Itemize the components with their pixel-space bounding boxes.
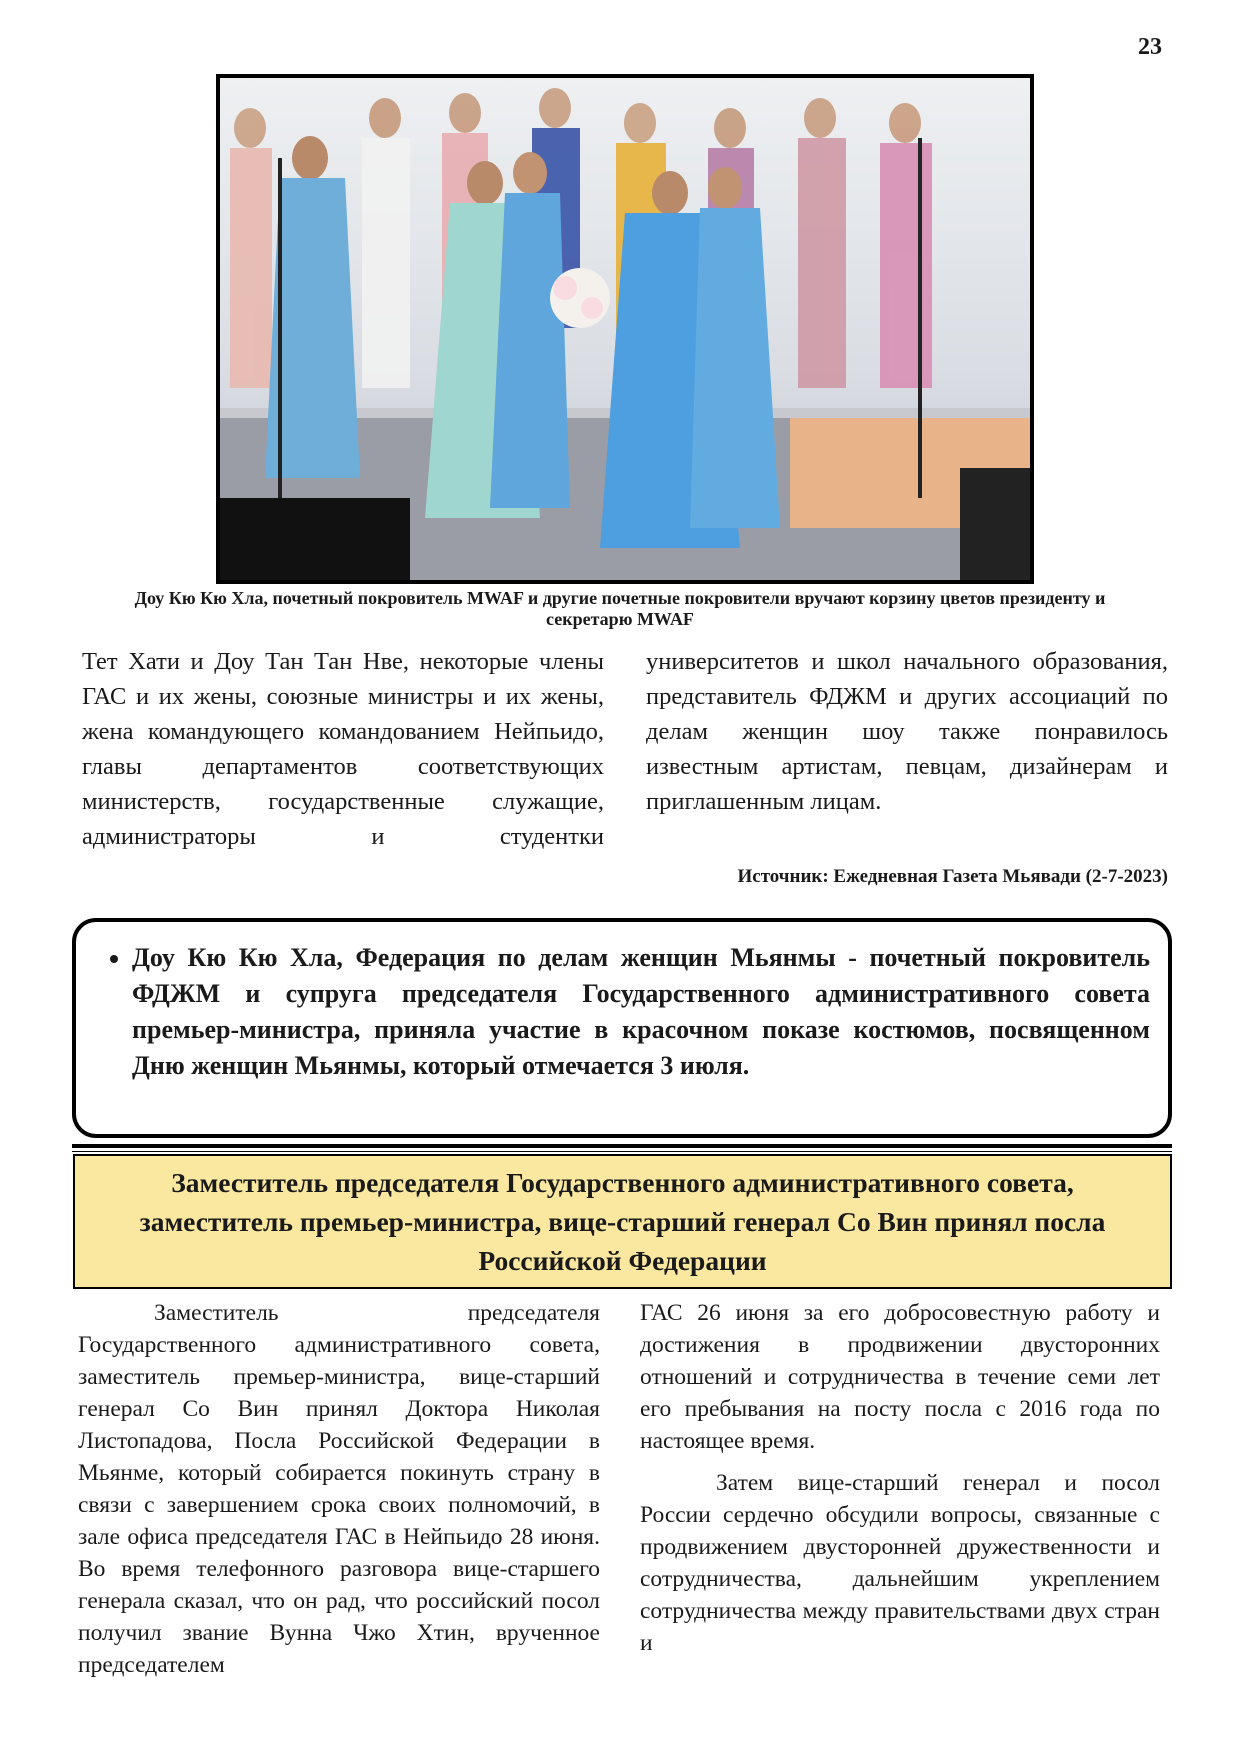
article2-column-left — [78, 1297, 600, 1681]
article1-column-left — [82, 644, 604, 854]
page-number: 23 — [1138, 34, 1162, 60]
article2-right-text-1: ГАС 26 июня за его добросовестную работу и достижения в продвижении двусторонних отношений и сотрудничества в течение семи лет его пребывания на посту посла с 2016 года по настоящее время. — [640, 1300, 1160, 1454]
article2-headline: Заместитель председателя Государственного административного совета, заместитель премьер-министра, вице-старший генерал Со Вин принял посла Российской Федерации — [73, 1154, 1172, 1289]
section-divider — [72, 1144, 1172, 1152]
highlight-box — [72, 918, 1172, 1138]
article2-left-text: Заместитель председателя Государственного административного совета, заместитель премьер-министра, вице-старший генерал Со Вин принял Доктора Николая Листопадова, Посла Российской Федерации в Мьянме, который собирается покинуть страну в связи с завершением срока своих полномочий, в зале офиса председателя ГАС в Нейпьидо 28 июня. Во время телефонного разговора вице-старшего генерала сказал, что он рад, что российский посол получил звание Вунна Чжо Хтин, врученное председателем — [78, 1300, 600, 1678]
article1-left-text: Тет Хати и Доу Тан Тан Нве, некоторые члены ГАС и их жены, союзные министры и их жены, жена командующего командованием Нейпьидо, главы департаментов соответствующих министерств, государственные служащие, администраторы и студентки — [82, 648, 604, 850]
article2-column-right — [640, 1297, 1160, 1659]
highlight-bullet: • Доу Кю Кю Хла, Федерация по делам женщин Мьянмы - почетный покровитель ФДЖМ и супруга председателя Государственного административного совета премьер-министра, приняла участие в красочном показе костюмов, посвященном Дню женщин Мьянмы, который отмечается 3 июля. — [132, 940, 1150, 1084]
photo-illustration — [220, 78, 1030, 580]
article1-source: Источник: Ежедневная Газета Мьявади (2-7-2023) — [737, 866, 1168, 887]
highlight-list — [76, 940, 1150, 1084]
event-photo — [216, 74, 1034, 584]
article1-column-right — [646, 644, 1168, 819]
photo-caption: Доу Кю Кю Хла, почетный покровитель MWAF и другие почетные покровители вручают корзину цветов президенту и секретарю MWAF — [134, 588, 1106, 629]
article1-right-text: университетов и школ начального образования, представитель ФДЖМ и других ассоциаций по делам женщин шоу также понравилось известным артистам, певцам, дизайнерам и приглашенным лицам. — [646, 648, 1168, 815]
article2-right-text-2: Затем вице-старший генерал и посол России сердечно обсудили вопросы, связанные с продвижением двусторонней дружественности и сотрудничества, дальнейшим укреплением сотрудничества между правительствами двух стран и — [640, 1470, 1160, 1656]
